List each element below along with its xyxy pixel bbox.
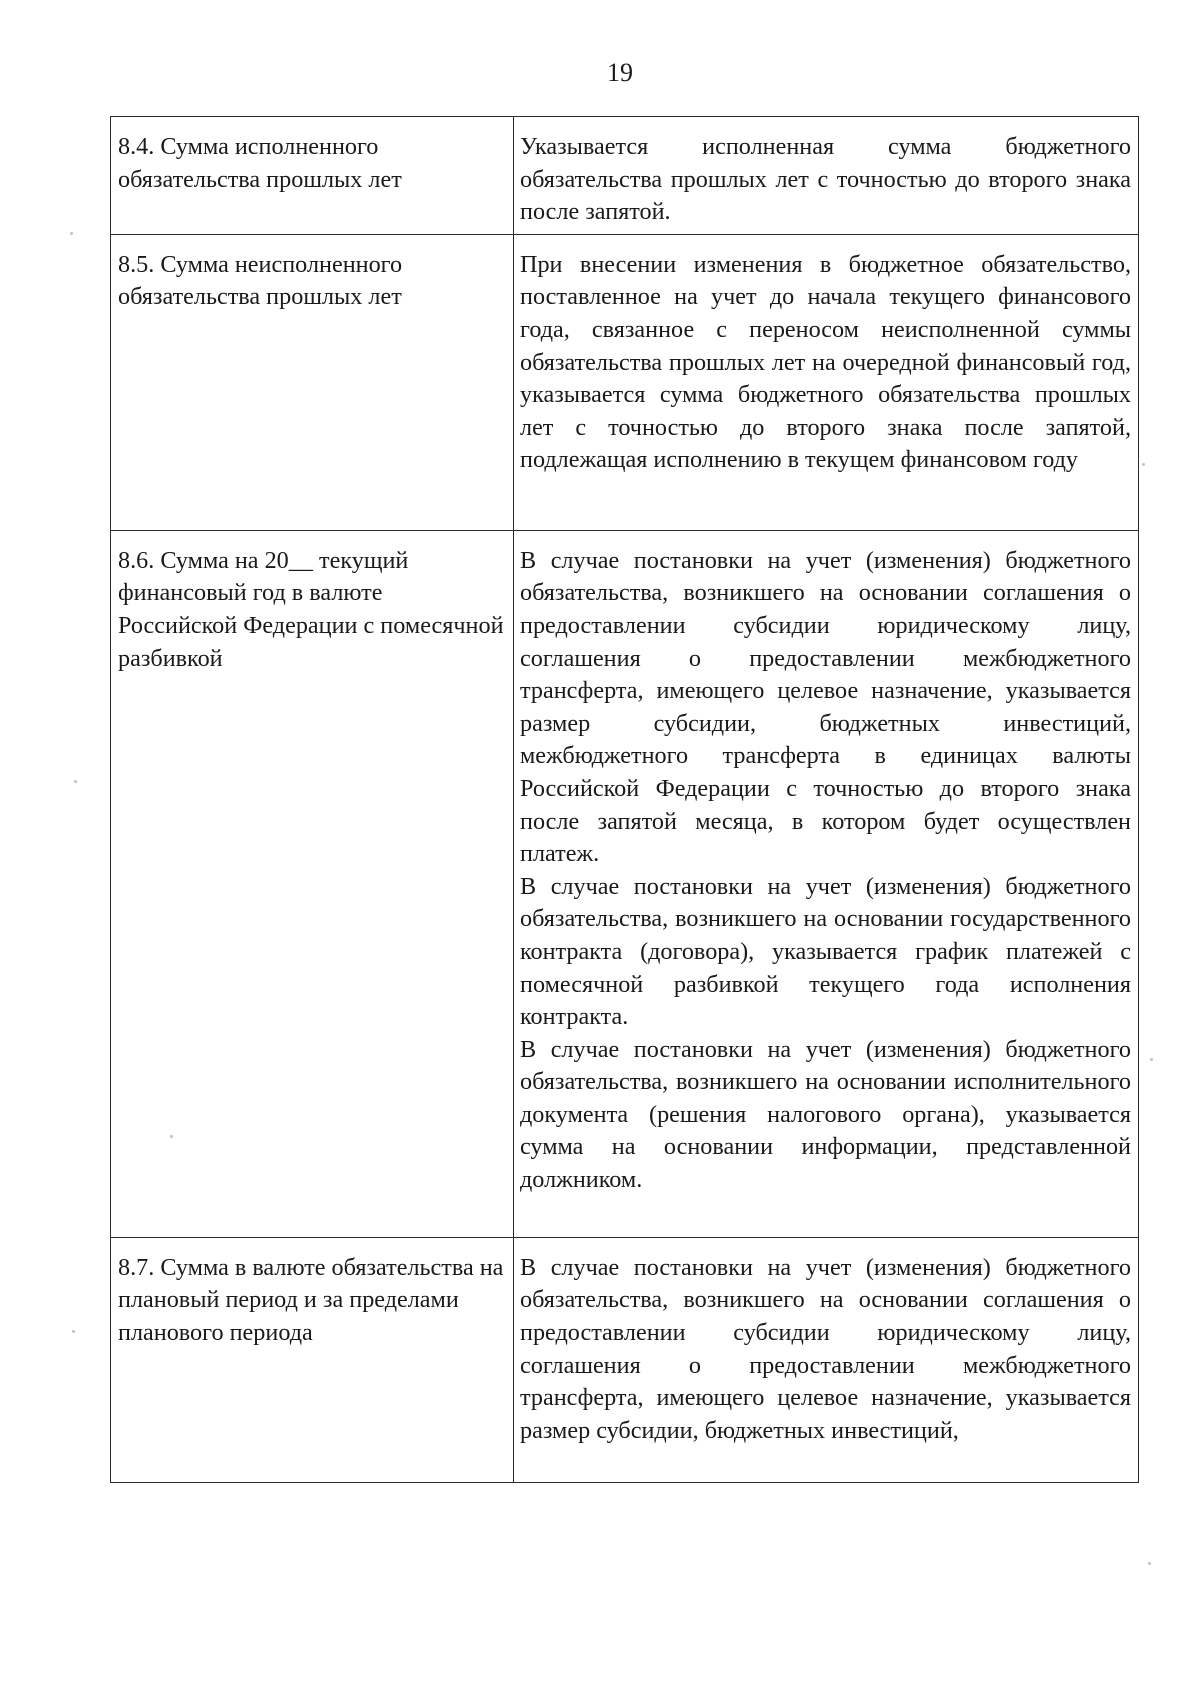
row-description-cell [514, 1237, 1139, 1482]
row-description-cell [514, 234, 1139, 530]
description-paragraph: В случае постановки на учет (изменения) бюджетного обязательства, возникшего на основании исполнительного документа (решения налогового органа), указывается сумма на основании информации, представленной должником. [520, 1035, 1131, 1194]
row-label-cell [111, 117, 514, 235]
row-label: 8.7. Сумма в валюте обязательства на плановый период и за пределами планового периода [118, 1253, 504, 1346]
row-label-cell [111, 234, 514, 530]
row-description-cell [514, 530, 1139, 1237]
scan-speck [1148, 1562, 1151, 1565]
row-label: 8.4. Сумма исполненного обязательства прошлых лет [118, 133, 402, 193]
row-label-cell [111, 530, 514, 1237]
description-paragraph: В случае постановки на учет (изменения) бюджетного обязательства, возникшего на основании государственного контракта (договора), указывается график платежей с помесячной разбивкой текущего года исполнения контракта. [520, 872, 1131, 1031]
scan-speck [1150, 1058, 1153, 1061]
description-paragraph: Указывается исполненная сумма бюджетного обязательства прошлых лет с точностью до второго знака после запятой. [520, 133, 1131, 226]
row-label: 8.5. Сумма неисполненного обязательства прошлых лет [118, 250, 403, 311]
description-paragraph: При внесении изменения в бюджетное обязательство, поставленное на учет до начала текущего финансового года, связанное с переносом неисполненной суммы обязательства прошлых лет на очередной финансовый год, указывается сумма бюджетного обязательства прошлых лет с точностью до второго знака после запятой, подлежащая исполнению в текущем финансовом году [520, 250, 1131, 474]
table-row [111, 117, 1139, 235]
table-row [111, 530, 1139, 1237]
page-number: 19 [607, 58, 633, 87]
description-paragraph: В случае постановки на учет (изменения) бюджетного обязательства, возникшего на основании соглашения о предоставлении субсидии юридическому лицу, соглашения о предоставлении межбюджетного трансферта, имеющего целевое назначение, указывается размер субсидии, бюджетных инвестиций, [520, 1253, 1131, 1444]
scan-speck [1142, 463, 1145, 466]
scan-speck [170, 1135, 173, 1138]
row-label: 8.6. Сумма на 20__ текущий финансовый год в валюте Российской Федерации с помесячной разбивкой [118, 546, 504, 672]
requirements-table [110, 116, 1139, 1483]
row-description-cell [514, 117, 1139, 235]
table-row [111, 234, 1139, 530]
row-label-cell [111, 1237, 514, 1482]
scan-speck [70, 232, 73, 235]
table-row [111, 1237, 1139, 1482]
description-paragraph: В случае постановки на учет (изменения) бюджетного обязательства, возникшего на основании соглашения о предоставлении субсидии юридическому лицу, соглашения о предоставлении межбюджетного трансферта, имеющего целевое назначение, указывается размер субсидии, бюджетных инвестиций, межбюджетного трансферта в единицах валюты Российской Федерации с точностью до второго знака после запятой месяца, в котором будет осуществлен платеж. [520, 546, 1131, 868]
scan-speck [72, 1330, 75, 1333]
scan-speck [74, 780, 77, 783]
